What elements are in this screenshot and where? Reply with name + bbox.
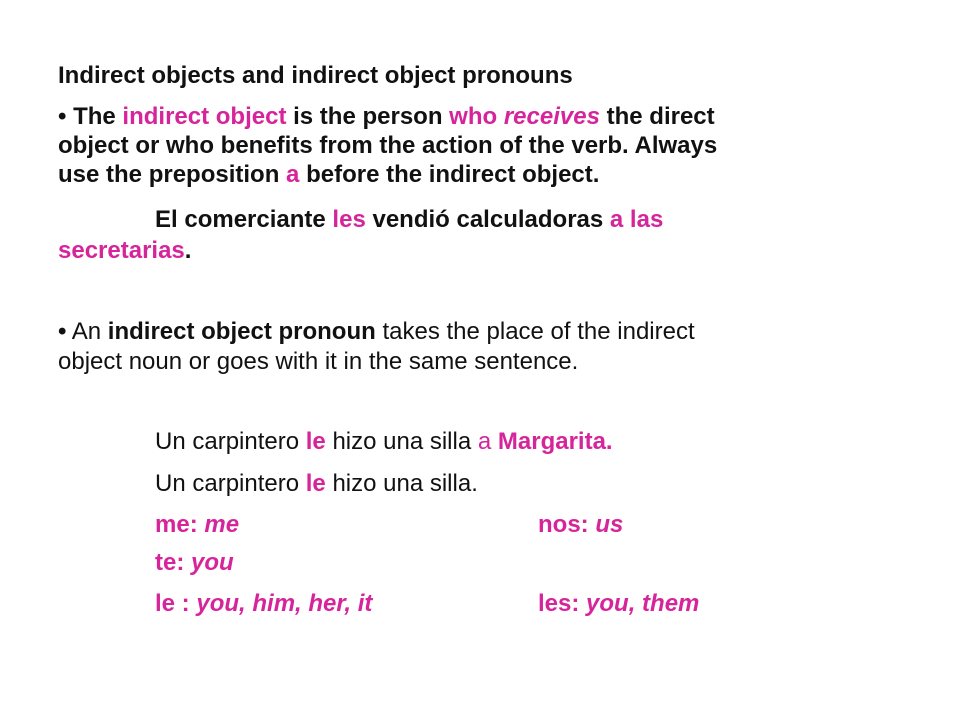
pronoun-row-1: me: me nos: us (155, 511, 624, 538)
paragraph-1-line-1: • The indirect object is the person who receives the direct (58, 103, 715, 130)
paragraph-1-line-3: use the preposition a before the indirect object. (58, 161, 600, 188)
preposition-a: a (286, 161, 300, 188)
term-indirect-object-pronoun: indirect object pronoun (107, 318, 376, 345)
paragraph-1-line-2: object or who benefits from the action of the verb. Always (58, 132, 718, 159)
bullet: • (58, 318, 67, 345)
pronoun-row-2: te: you (155, 549, 234, 576)
example-1-line-2: secretarias. (58, 237, 192, 264)
paragraph-2-line-2: object noun or goes with it in the same sentence. (58, 348, 579, 375)
example-1-line-1: El comerciante les vendió calculadoras a las (155, 206, 664, 233)
example-2: Un carpintero le hizo una silla a Margarita. (155, 428, 613, 455)
term-indirect-object: indirect object (122, 103, 287, 130)
pronoun-row-3: le : you, him, her, it les: you, them (155, 590, 700, 617)
example-3: Un carpintero le hizo una silla. (155, 470, 478, 497)
paragraph-2-line-1: • An indirect object pronoun takes the place of the indirect (58, 318, 695, 345)
bullet: • (58, 103, 67, 130)
pronoun-row-1-right: nos: us (538, 511, 624, 538)
pronoun-row-3-right: les: you, them (538, 590, 700, 617)
slide-title: Indirect objects and indirect object pronouns (58, 62, 573, 89)
